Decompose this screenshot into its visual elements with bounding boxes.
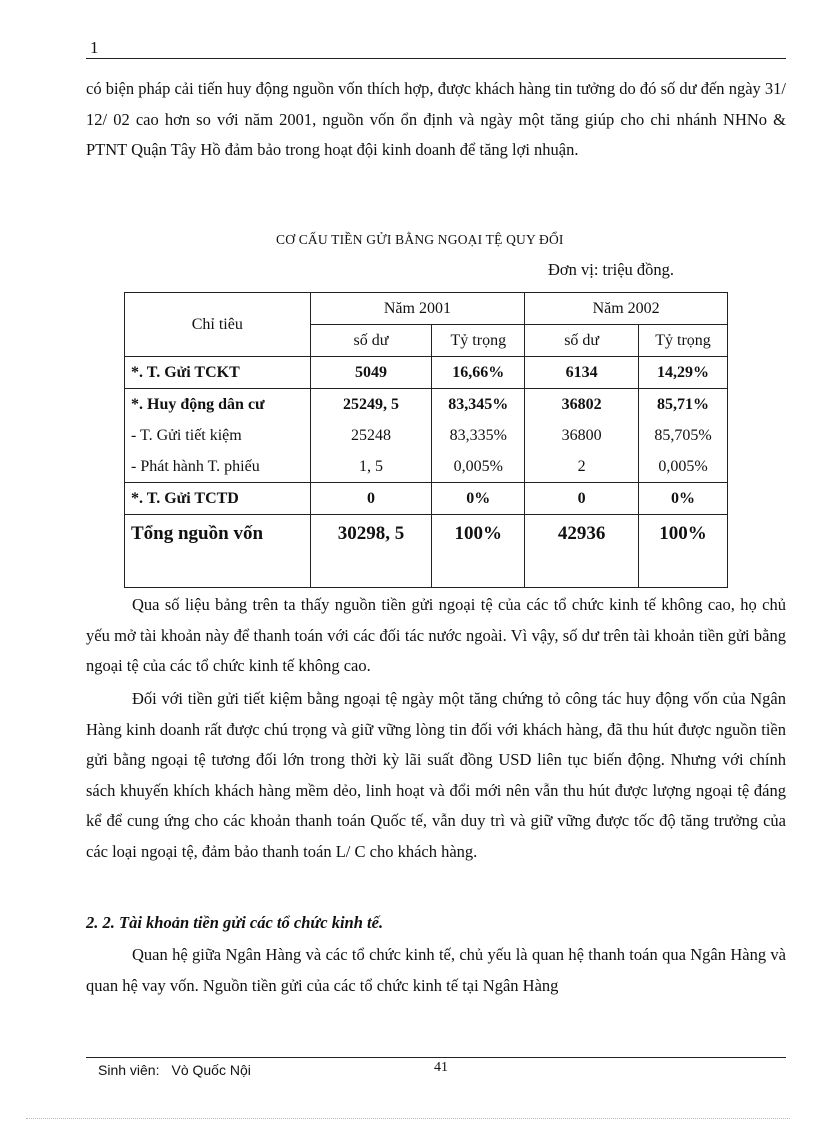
row-value-2002: 0: [525, 483, 639, 515]
row-label: - T. Gửi tiết kiệm: [125, 420, 311, 451]
row-value-2001: 0: [310, 483, 432, 515]
row-label: Tổng nguồn vốn: [125, 515, 311, 588]
row-share-2001: 0%: [432, 483, 525, 515]
row-label: *. Huy động dân cư: [125, 389, 311, 421]
header-year-2002: Năm 2002: [525, 293, 728, 325]
row-value-2002: 42936: [525, 515, 639, 588]
row-share-2002: 85,705%: [639, 420, 728, 451]
header-year-2001: Năm 2001: [310, 293, 525, 325]
row-label: *. T. Gửi TCTD: [125, 483, 311, 515]
header-share-2001: Tỷ trọng: [432, 325, 525, 357]
row-label: *. T. Gửi TCKT: [125, 357, 311, 389]
header-balance-2002: số dư: [525, 325, 639, 357]
row-label: - Phát hành T. phiếu: [125, 451, 311, 483]
page-bottom-dotted-rule: [26, 1118, 790, 1119]
table-row: [125, 483, 728, 515]
header-page-mark: 1: [90, 38, 99, 57]
row-value-2002: 2: [525, 451, 639, 483]
section-heading: 2. 2. Tài khoản tiền gửi các tổ chức kinh tế.: [86, 913, 384, 932]
row-share-2001: 100%: [432, 515, 525, 588]
row-share-2002: 0%: [639, 483, 728, 515]
row-share-2002: 14,29%: [639, 357, 728, 389]
table-title: CƠ CẤU TIỀN GỬI BẰNG NGOẠI TỆ QUY ĐỔI: [276, 232, 564, 247]
row-value-2002: 6134: [525, 357, 639, 389]
row-value-2001: 25249, 5: [310, 389, 432, 421]
row-share-2001: 83,335%: [432, 420, 525, 451]
paragraph-4: Quan hệ giữa Ngân Hàng và các tổ chức kinh tế, chủ yếu là quan hệ thanh toán qua Ngân Hàng và quan hệ vay vốn. Nguồn tiền gửi của các tổ chức kinh tế tại Ngân Hàng: [86, 945, 786, 995]
table-unit: Đơn vị: triệu đồng.: [548, 260, 675, 279]
table-row-total: [125, 515, 728, 588]
deposit-structure-table: [124, 292, 728, 588]
header-balance-2001: số dư: [310, 325, 432, 357]
footer-student-label: Sinh viên:: [98, 1062, 160, 1078]
row-share-2001: 16,66%: [432, 357, 525, 389]
row-value-2002: 36802: [525, 389, 639, 421]
row-value-2001: 1, 5: [310, 451, 432, 483]
row-value-2001: 5049: [310, 357, 432, 389]
table-row: [125, 451, 728, 483]
row-share-2002: 0,005%: [639, 451, 728, 483]
table-row: [125, 420, 728, 451]
paragraph-1: có biện pháp cải tiến huy động nguồn vốn thích hợp, được khách hàng tin tưởng do đó số dư đến ngày 31/ 12/ 02 cao hơn so với năm 2001, nguồn vốn ổn định và ngày một tăng giúp cho chi nhánh NHNo & PTNT Quận Tây Hồ đảm bảo trong hoạt đội kinh doanh để tăng lợi nhuận.: [86, 79, 786, 159]
footer-student: [98, 1062, 263, 1078]
table-header-row-years: [125, 293, 728, 325]
paragraph-3: Đối với tiền gửi tiết kiệm bằng ngoại tệ ngày một tăng chứng tỏ công tác huy động vốn của Ngân Hàng kinh doanh rất được chú trọng và giữ vững lòng tin đối với khách hàng, đã thu hút được nguồn tiền gửi bằng ngoại tệ tương đối lớn trong thời kỳ lãi suất đồng USD liên tục biến động. Nhưng với chính sách khuyến khích khách hàng mềm dẻo, linh hoạt và đổi mới nên vẫn thu hút được lượng ngoại tệ đáng kể để cung ứng cho các khoản thanh toán Quốc tế, vẫn duy trì và giữ vững được tốc độ tăng trưởng của các loại ngoại tệ, đảm bảo thanh toán L/ C cho khách hàng.: [86, 689, 786, 861]
row-share-2001: 83,345%: [432, 389, 525, 421]
row-share-2002: 100%: [639, 515, 728, 588]
header-share-2002: Tỷ trọng: [639, 325, 728, 357]
row-value-2001: 30298, 5: [310, 515, 432, 588]
table-row: [125, 357, 728, 389]
row-share-2001: 0,005%: [432, 451, 525, 483]
row-share-2002: 85,71%: [639, 389, 728, 421]
paragraph-2: Qua số liệu bảng trên ta thấy nguồn tiền gửi ngoại tệ của các tổ chức kinh tế không cao, họ chủ yếu mở tài khoản này để thanh toán với các đối tác nước ngoài. Vì vậy, số dư trên tài khoản tiền gửi bằng ngoại tệ của các tổ chức kinh tế không cao.: [86, 595, 786, 675]
row-value-2001: 25248: [310, 420, 432, 451]
header-col-label: Chỉ tiêu: [125, 293, 311, 357]
header-rule: [86, 58, 786, 59]
row-value-2002: 36800: [525, 420, 639, 451]
table-row: [125, 389, 728, 421]
footer-page-number: 41: [434, 1060, 448, 1075]
footer-rule: [86, 1057, 786, 1058]
footer-student-name: Vò Quốc Nội: [171, 1062, 251, 1078]
